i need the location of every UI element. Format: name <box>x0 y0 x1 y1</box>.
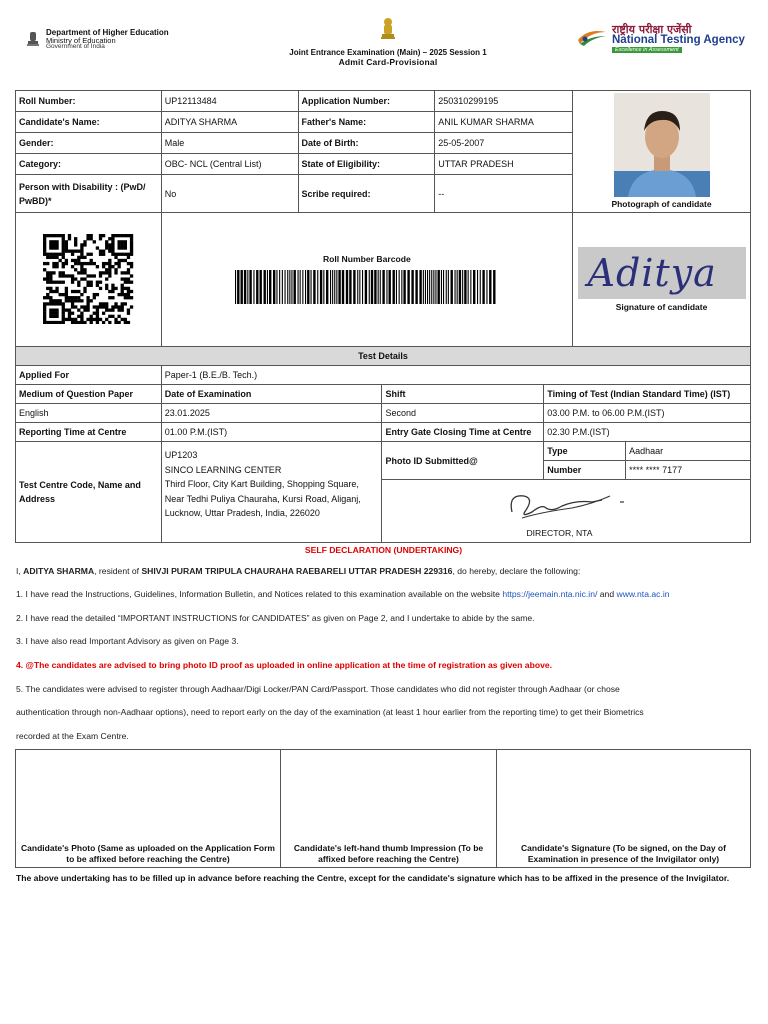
medium-label: Medium of Question Paper <box>16 385 162 404</box>
qr-cell <box>16 213 162 347</box>
signature-caption: Signature of candidate <box>615 302 708 312</box>
centre-name: SINCO LEARNING CENTER <box>164 464 282 475</box>
candidate-name-value: ADITYA SHARMA <box>161 112 298 133</box>
id-type-value: Aadhaar <box>626 442 751 461</box>
admit-card-title: Admit Card-Provisional <box>338 57 438 67</box>
dept-line1: Department of Higher Education <box>46 28 169 37</box>
reporting-time-label: Reporting Time at Centre <box>16 423 162 442</box>
declaration-point-5-line2: authentication through non-Aadhaar options), need to report early on the day of the examination (at least 1 hour earlier from the reporting time) to get their Biometrics <box>16 707 644 717</box>
declaration-point-1 <box>16 589 670 599</box>
nta-website-link[interactable]: www.nta.ac.in <box>616 589 670 599</box>
nta-hindi-name: राष्ट्रीय परीक्षा एजेंसी <box>612 23 692 36</box>
director-signature-cell <box>382 480 751 543</box>
signature-script: Aditya <box>587 251 717 295</box>
dept-line2: Ministry of Education <box>46 36 116 45</box>
category-value: OBC- NCL (Central List) <box>161 154 298 175</box>
candidate-details-table <box>15 90 751 347</box>
director-signature-icon <box>502 482 632 526</box>
barcode-label: Roll Number Barcode <box>322 253 411 264</box>
gate-closing-value: 02.30 P.M.(IST) <box>544 423 751 442</box>
photo-box-caption: Candidate's Photo (Same as uploaded on the Application Form to be affixed before reaching the Centre) <box>21 843 275 864</box>
gender-value: Male <box>161 133 298 154</box>
thumb-box-caption: Candidate's left-hand thumb Impression (To be affixed before reaching the Centre) <box>293 843 484 864</box>
applied-for-value: Paper-1 (B.E./B. Tech.) <box>161 366 750 385</box>
test-details-title: Test Details <box>16 347 751 366</box>
candidate-photo <box>614 93 710 197</box>
dob-value: 25-05-2007 <box>435 133 573 154</box>
pwd-value: No <box>161 175 298 213</box>
point1-text: 1. I have read the Instructions, Guidelines, Information Bulletin, and Notices related to this examination available on the website <box>16 589 503 599</box>
photo-id-label: Photo ID Submitted@ <box>382 442 544 480</box>
photo-cell <box>573 91 751 213</box>
father-name-label: Father's Name: <box>298 112 435 133</box>
timing-label: Timing of Test (Indian Standard Time) (IST) <box>544 385 751 404</box>
ministry-header <box>24 28 204 50</box>
barcode-cell <box>161 213 572 347</box>
scribe-label: Scribe required: <box>298 175 435 213</box>
state-label: State of Eligibility: <box>298 154 435 175</box>
application-number-label: Application Number: <box>298 91 435 112</box>
pwd-label: Person with Disability : (PwD/ PwBD)* <box>16 175 162 213</box>
intro-text-3: , do hereby, declare the following: <box>452 566 581 576</box>
centre-address-line1: Third Floor, City Kart Building, Shopping Square, <box>164 479 359 489</box>
category-label: Category: <box>16 154 162 175</box>
declaration-intro <box>16 566 580 576</box>
id-number-label: Number <box>544 461 626 480</box>
candidate-name-label: Candidate's Name: <box>16 112 162 133</box>
jeemain-link[interactable]: https://jeemain.nta.nic.in/ <box>502 589 598 599</box>
reporting-time-value: 01.00 P.M.(IST) <box>161 423 382 442</box>
declaration-point-5-line3: recorded at the Exam Centre. <box>16 731 129 741</box>
test-centre-label: Test Centre Code, Name and Address <box>16 442 162 543</box>
centre-code: UP1203 <box>164 450 198 460</box>
roll-number-label: Roll Number: <box>16 91 162 112</box>
dob-label: Date of Birth: <box>298 133 435 154</box>
shift-label: Shift <box>382 385 544 404</box>
id-type-label: Type <box>544 442 626 461</box>
intro-address: SHIVJI PURAM TRIPULA CHAURAHA RAEBARELI UTTAR PRADESH 229316 <box>141 566 453 576</box>
photo-caption: Photograph of candidate <box>611 199 712 209</box>
self-declaration-title: SELF DECLARATION (UNDERTAKING) <box>304 545 463 555</box>
intro-name: ADITYA SHARMA <box>23 566 95 576</box>
father-name-value: ANIL KUMAR SHARMA <box>435 112 573 133</box>
scribe-value: -- <box>435 175 573 213</box>
candidate-photo-box <box>15 749 281 868</box>
exam-title: Joint Entrance Examination (Main) – 2025 Session 1 <box>289 48 487 57</box>
medium-value: English <box>16 404 162 423</box>
signature-image <box>578 247 746 299</box>
roll-barcode-icon <box>235 270 499 304</box>
signature-cell <box>573 213 751 347</box>
shift-value: Second <box>382 404 544 423</box>
point1-and: and <box>597 589 617 599</box>
nta-logo <box>576 22 756 54</box>
timing-value: 03.00 P.M. to 06.00 P.M.(IST) <box>544 404 751 423</box>
application-number-value: 250310299195 <box>435 91 573 112</box>
thumb-impression-box <box>280 749 497 868</box>
centre-address-line2: Near Tedhi Puliya Chauraha, Kursi Road, Aliganj, <box>164 493 361 504</box>
dept-line3: Government of India <box>46 43 105 50</box>
nta-tagline: Excellence in Assessment <box>612 47 682 53</box>
gender-label: Gender: <box>16 133 162 154</box>
declaration-point-3: 3. I have also read Important Advisory as given on Page 3. <box>16 636 239 646</box>
national-emblem-icon <box>24 30 42 48</box>
candidate-signature-box <box>496 749 751 868</box>
declaration-point-4: 4. @The candidates are advised to bring photo ID proof as uploaded in online application at the time of registration as given above. <box>16 660 553 670</box>
intro-text-2: , resident of <box>94 566 142 576</box>
footer-note: The above undertaking has to be filled up in advance before reaching the Centre, except for the candidate's signature which has to be affixed in the presence of the Invigilator. <box>16 873 730 883</box>
applied-for-label: Applied For <box>16 366 162 385</box>
centre-address-line3: Lucknow, Uttar Pradesh, India, 226020 <box>164 508 320 518</box>
test-centre-value <box>161 442 382 543</box>
id-number-value: **** **** 7177 <box>626 461 751 480</box>
qr-code-icon <box>40 234 136 324</box>
signature-box-caption: Candidate's Signature (To be signed, on the Day of Examination in presence of the Invigilator only) <box>521 843 726 864</box>
nta-swoosh-icon <box>576 26 608 48</box>
exam-date-value: 23.01.2025 <box>161 404 382 423</box>
state-value: UTTAR PRADESH <box>435 154 573 175</box>
roll-number-value: UP12113484 <box>161 91 298 112</box>
test-details-table <box>15 346 751 543</box>
declaration-point-5-line1: 5. The candidates were advised to register through Aadhaar/Digi Locker/PAN Card/Passport. Those candidates who did not register through Aadhaar (or chose <box>16 684 620 694</box>
director-label: DIRECTOR, NTA <box>526 528 593 538</box>
gate-closing-label: Entry Gate Closing Time at Centre <box>382 423 544 442</box>
national-emblem-icon <box>378 16 398 42</box>
declaration-point-2: 2. I have read the detailed “IMPORTANT INSTRUCTIONS for CANDIDATES” as given on Page 2, and I undertake to abide by the same. <box>16 613 535 623</box>
exam-date-label: Date of Examination <box>161 385 382 404</box>
nta-english-name: National Testing Agency <box>612 34 745 46</box>
intro-text: I, <box>16 566 24 576</box>
